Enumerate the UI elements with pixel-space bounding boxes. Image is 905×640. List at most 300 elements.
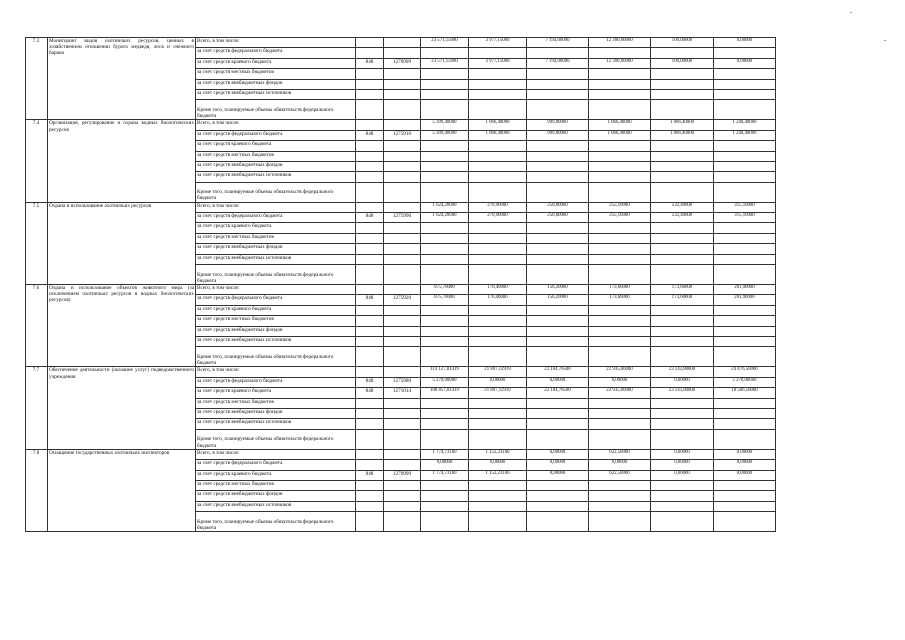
year-value-cell: 100,00000: [651, 58, 714, 68]
total-value-cell: [421, 512, 469, 532]
total-value-cell: [421, 244, 469, 254]
year-value-cell: [589, 398, 651, 408]
ministry-code: 848: [356, 470, 384, 480]
year-value-cell: [527, 244, 589, 254]
year-value-cell: [714, 419, 776, 429]
year-value-cell: 1 152,23100: [469, 470, 527, 480]
year-value-cell: [714, 501, 776, 511]
ministry-code: 848: [356, 388, 384, 398]
year-value-cell: [589, 89, 651, 99]
ministry-code: [356, 69, 384, 79]
year-value-cell: 201,90000: [714, 285, 776, 295]
budget-code: [384, 79, 421, 89]
total-value-cell: [421, 419, 469, 429]
year-value-cell: [589, 141, 651, 151]
funding-source-label: за счет средств краевого бюджета: [196, 470, 356, 480]
scan-speck: [850, 12, 852, 13]
year-value-cell: [469, 89, 527, 99]
year-value-cell: 622,50000: [589, 470, 651, 480]
year-value-cell: [651, 398, 714, 408]
budget-code: [384, 449, 421, 459]
funding-source-label: за счет средств внебюджетных источников: [196, 89, 356, 99]
funding-source-label: за счет средств краевого бюджета: [196, 223, 356, 233]
year-value-cell: 22 935,60000: [589, 367, 651, 377]
section-description: Охрана и использование охотничьих ресурсов: [48, 202, 196, 284]
total-value-cell: [421, 233, 469, 243]
year-value-cell: 0,00000: [651, 460, 714, 470]
budget-table: [25, 37, 838, 532]
section-description: Организация, регулирование и охрана водных биологических ресурсов: [48, 120, 196, 202]
year-value-cell: [469, 48, 527, 58]
year-value-cell: [714, 223, 776, 233]
ministry-code: [356, 408, 384, 418]
total-value-cell: [421, 501, 469, 511]
year-value-cell: 18 566,50000: [714, 388, 776, 398]
year-value-cell: 250,80000: [527, 202, 589, 212]
budget-code: [384, 69, 421, 79]
budget-code: [384, 336, 421, 346]
budget-code: [384, 419, 421, 429]
year-value-cell: [714, 316, 776, 326]
ministry-code: [356, 449, 384, 459]
year-value-cell: 0,00000: [469, 460, 527, 470]
ministry-code: [356, 367, 384, 377]
year-value-cell: 0,00000: [714, 449, 776, 459]
year-value-cell: 173,60000: [589, 285, 651, 295]
total-value-cell: [421, 491, 469, 501]
year-value-cell: 0,00000: [714, 38, 776, 48]
year-value-cell: 270,90000: [469, 202, 527, 212]
year-value-cell: [589, 100, 651, 120]
total-value-cell: 0,00000: [421, 460, 469, 470]
year-value-cell: [527, 79, 589, 89]
ministry-code: 848: [356, 377, 384, 387]
ministry-code: [356, 480, 384, 490]
total-value-cell: [421, 480, 469, 490]
year-value-cell: 0,00000: [527, 460, 589, 470]
year-value-cell: [589, 316, 651, 326]
funding-source-label: Кроме того, планируемые объемы обязательств федерального бюджета: [196, 429, 356, 449]
year-value-cell: [714, 491, 776, 501]
year-value-cell: [714, 265, 776, 285]
budget-code: 1271014: [384, 388, 421, 398]
funding-source-label: за счет средств местных бюджетов: [196, 151, 356, 161]
budget-code: [384, 501, 421, 511]
funding-source-label: за счет средств краевого бюджета: [196, 305, 356, 315]
year-value-cell: [651, 100, 714, 120]
funding-source-label: Всего, в том числе:: [196, 367, 356, 377]
year-value-cell: [589, 512, 651, 532]
budget-code: [384, 326, 421, 336]
funding-source-label: за счет средств местных бюджетов: [196, 69, 356, 79]
year-value-cell: [527, 316, 589, 326]
year-value-cell: 7 194,00000: [527, 38, 589, 48]
year-value-cell: [527, 419, 589, 429]
year-value-cell: [714, 326, 776, 336]
budget-code: [384, 265, 421, 285]
year-value-cell: 255,10000: [589, 213, 651, 223]
year-value-cell: [651, 69, 714, 79]
budget-code: [384, 89, 421, 99]
year-value-cell: 156,20000: [527, 295, 589, 305]
year-value-cell: [527, 265, 589, 285]
year-value-cell: [651, 429, 714, 449]
ministry-code: [356, 305, 384, 315]
year-value-cell: [527, 305, 589, 315]
funding-source-label: за счет средств федерального бюджета: [196, 377, 356, 387]
year-value-cell: [714, 480, 776, 490]
section-number: 7.7: [26, 367, 48, 449]
table-row: [26, 120, 838, 130]
total-value-cell: 875,70000: [421, 285, 469, 295]
budget-code: [384, 512, 421, 532]
year-value-cell: [469, 398, 527, 408]
year-value-cell: [589, 408, 651, 418]
budget-code: [384, 161, 421, 171]
funding-source-label: Кроме того, планируемые объемы обязательств федерального бюджета: [196, 100, 356, 120]
funding-source-label: за счет средств внебюджетных источников: [196, 172, 356, 182]
ministry-code: [356, 460, 384, 470]
year-value-cell: [714, 172, 776, 182]
budget-code: [384, 347, 421, 367]
funding-source-label: за счет средств внебюджетных источников: [196, 336, 356, 346]
year-value-cell: [469, 182, 527, 202]
year-value-cell: [714, 305, 776, 315]
year-value-cell: [527, 182, 589, 202]
section-description: Оснащение государственных охотничьих инспекторов: [48, 449, 196, 531]
year-value-cell: 21 807,12919: [469, 367, 527, 377]
year-value-cell: [527, 254, 589, 264]
year-value-cell: [469, 336, 527, 346]
year-value-cell: 173,60000: [651, 285, 714, 295]
year-value-cell: [469, 491, 527, 501]
funding-source-label: Всего, в том числе:: [196, 120, 356, 130]
year-value-cell: [651, 480, 714, 490]
year-value-cell: 1 066,40000: [651, 120, 714, 130]
year-value-cell: [469, 161, 527, 171]
total-value-cell: [421, 89, 469, 99]
budget-code: [384, 429, 421, 449]
budget-code: 1275990: [384, 213, 421, 223]
year-value-cell: 22 104,76500: [527, 388, 589, 398]
year-value-cell: 0,00000: [651, 377, 714, 387]
total-value-cell: 114 127,81419: [421, 367, 469, 377]
year-value-cell: [651, 233, 714, 243]
ministry-code: [356, 398, 384, 408]
year-value-cell: 22 104,76500: [527, 367, 589, 377]
year-value-cell: 532,40000: [651, 202, 714, 212]
total-value-cell: 1 624,20000: [421, 202, 469, 212]
budget-code: [384, 305, 421, 315]
section-number: 7.6: [26, 285, 48, 367]
funding-source-label: за счет средств внебюджетных фондов: [196, 244, 356, 254]
year-value-cell: [469, 69, 527, 79]
total-value-cell: [421, 254, 469, 264]
table-row: [26, 285, 838, 295]
budget-code: [384, 367, 421, 377]
total-value-cell: 5 399,40000: [421, 130, 469, 140]
budget-code: 1275910: [384, 130, 421, 140]
funding-source-label: за счет средств краевого бюджета: [196, 141, 356, 151]
year-value-cell: 156,20000: [527, 285, 589, 295]
total-value-cell: [421, 326, 469, 336]
year-value-cell: [527, 480, 589, 490]
year-value-cell: [714, 347, 776, 367]
year-value-cell: [527, 100, 589, 120]
funding-source-label: Всего, в том числе:: [196, 38, 356, 48]
year-value-cell: [589, 69, 651, 79]
year-value-cell: [714, 69, 776, 79]
ministry-code: [356, 202, 384, 212]
funding-source-label: Всего, в том числе:: [196, 449, 356, 459]
funding-source-label: за счет средств внебюджетных фондов: [196, 408, 356, 418]
year-value-cell: 1 152,23100: [469, 449, 527, 459]
ministry-code: [356, 172, 384, 182]
year-value-cell: [714, 100, 776, 120]
budget-code: [384, 491, 421, 501]
ministry-code: [356, 347, 384, 367]
funding-source-label: за счет средств местных бюджетов: [196, 398, 356, 408]
year-value-cell: [651, 305, 714, 315]
year-value-cell: [714, 233, 776, 243]
year-value-cell: 0,00000: [527, 470, 589, 480]
total-value-cell: [421, 100, 469, 120]
ministry-code: 848: [356, 58, 384, 68]
ministry-code: [356, 141, 384, 151]
ministry-code: [356, 48, 384, 58]
ministry-code: [356, 336, 384, 346]
year-value-cell: 100,00000: [651, 38, 714, 48]
year-value-cell: [651, 347, 714, 367]
ministry-code: [356, 223, 384, 233]
year-value-cell: [469, 141, 527, 151]
year-value-cell: [469, 223, 527, 233]
section-number: 7.3: [26, 38, 48, 120]
year-value-cell: 270,90000: [469, 213, 527, 223]
year-value-cell: [469, 305, 527, 315]
section-description: Обеспечение деятельности (оказание услуг) подведомственного учреждения: [48, 367, 196, 449]
funding-source-label: Всего, в том числе:: [196, 202, 356, 212]
year-value-cell: 0,00000: [651, 449, 714, 459]
total-value-cell: [421, 223, 469, 233]
section-description: Охрана и использование объектов животного мира (за исключением охотничьих ресурсов и водных биологических ресурсов): [48, 285, 196, 367]
year-value-cell: [714, 336, 776, 346]
year-value-cell: 0,00000: [714, 58, 776, 68]
section-number: 7.4: [26, 120, 48, 202]
budget-code: [384, 244, 421, 254]
ministry-code: 848: [356, 130, 384, 140]
year-value-cell: [469, 512, 527, 532]
ministry-code: [356, 120, 384, 130]
total-value-cell: 5 399,40000: [421, 120, 469, 130]
year-value-cell: 201,90000: [714, 295, 776, 305]
year-value-cell: [714, 89, 776, 99]
ministry-code: [356, 501, 384, 511]
ministry-code: 848: [356, 213, 384, 223]
funding-source-label: за счет средств федерального бюджета: [196, 130, 356, 140]
year-value-cell: 315,10000: [714, 213, 776, 223]
funding-source-label: за счет средств федерального бюджета: [196, 48, 356, 58]
year-value-cell: 3 977,15000: [469, 58, 527, 68]
year-value-cell: 1 066,40000: [469, 130, 527, 140]
total-value-cell: [421, 69, 469, 79]
year-value-cell: [589, 233, 651, 243]
year-value-cell: [589, 161, 651, 171]
total-value-cell: [421, 305, 469, 315]
year-value-cell: [527, 326, 589, 336]
year-value-cell: [469, 265, 527, 285]
year-value-cell: [469, 347, 527, 367]
budget-code: [384, 408, 421, 418]
budget-code: 1270999: [384, 58, 421, 68]
ministry-code: [356, 285, 384, 295]
funding-source-label: за счет средств местных бюджетов: [196, 233, 356, 243]
year-value-cell: [651, 172, 714, 182]
year-value-cell: [469, 244, 527, 254]
year-value-cell: 3 977,15000: [469, 38, 527, 48]
year-value-cell: 0,00000: [469, 377, 527, 387]
year-value-cell: [714, 512, 776, 532]
year-value-cell: [527, 398, 589, 408]
year-value-cell: [651, 182, 714, 202]
year-value-cell: [714, 408, 776, 418]
total-value-cell: [421, 161, 469, 171]
funding-source-label: за счет средств федерального бюджета: [196, 295, 356, 305]
year-value-cell: [714, 161, 776, 171]
year-value-cell: [469, 151, 527, 161]
year-value-cell: 1 066,40000: [469, 120, 527, 130]
budget-code: [384, 233, 421, 243]
ministry-code: [356, 244, 384, 254]
year-value-cell: [651, 244, 714, 254]
year-value-cell: [714, 182, 776, 202]
year-value-cell: [527, 172, 589, 182]
year-value-cell: [589, 326, 651, 336]
ministry-code: [356, 265, 384, 285]
year-value-cell: [589, 419, 651, 429]
year-value-cell: [527, 501, 589, 511]
year-value-cell: [651, 336, 714, 346]
budget-code: [384, 254, 421, 264]
funding-source-label: за счет средств внебюджетных фондов: [196, 79, 356, 89]
year-value-cell: [589, 182, 651, 202]
year-value-cell: [714, 254, 776, 264]
year-value-cell: [527, 233, 589, 243]
total-value-cell: [421, 429, 469, 449]
total-value-cell: [421, 398, 469, 408]
year-value-cell: [589, 172, 651, 182]
ministry-code: [356, 512, 384, 532]
year-value-cell: [527, 89, 589, 99]
table-row: [26, 449, 838, 459]
year-value-cell: [527, 336, 589, 346]
year-value-cell: [589, 336, 651, 346]
budget-code: [384, 172, 421, 182]
total-value-cell: [421, 265, 469, 285]
total-value-cell: 1 774,73100: [421, 470, 469, 480]
funding-source-label: за счет средств краевого бюджета: [196, 388, 356, 398]
budget-code: 1270999: [384, 470, 421, 480]
year-value-cell: [527, 161, 589, 171]
year-value-cell: [714, 79, 776, 89]
year-value-cell: 21 807,12919: [469, 388, 527, 398]
year-value-cell: [469, 326, 527, 336]
budget-table-page: [25, 37, 838, 532]
ministry-code: [356, 233, 384, 243]
year-value-cell: [651, 408, 714, 418]
year-value-cell: 315,10000: [714, 202, 776, 212]
year-value-cell: [527, 69, 589, 79]
budget-code: [384, 285, 421, 295]
budget-code: [384, 141, 421, 151]
section-description: Мониторинг видов охотничьих ресурсов, ценных в хозяйственном отношении бурого медведя, лося и снежного барана: [48, 38, 196, 120]
ministry-code: [356, 326, 384, 336]
year-value-cell: 0,00000: [714, 460, 776, 470]
funding-source-label: Кроме того, планируемые объемы обязательств федерального бюджета: [196, 265, 356, 285]
year-value-cell: [651, 326, 714, 336]
year-value-cell: 7 194,00000: [527, 58, 589, 68]
funding-source-label: за счет средств федерального бюджета: [196, 213, 356, 223]
year-value-cell: 1 240,40000: [714, 120, 776, 130]
year-value-cell: [589, 223, 651, 233]
total-value-cell: [421, 48, 469, 58]
year-value-cell: [527, 408, 589, 418]
year-value-cell: 12 300,00000: [589, 38, 651, 48]
year-value-cell: [714, 244, 776, 254]
total-value-cell: [421, 79, 469, 89]
ministry-code: [356, 161, 384, 171]
total-value-cell: 23 571,15000: [421, 38, 469, 48]
year-value-cell: 12 300,00000: [589, 58, 651, 68]
table-row: [26, 367, 838, 377]
table-row: [26, 38, 838, 48]
funding-source-label: за счет средств внебюджетных источников: [196, 254, 356, 264]
total-value-cell: [421, 172, 469, 182]
ministry-code: [356, 151, 384, 161]
budget-code: [384, 398, 421, 408]
year-value-cell: [651, 79, 714, 89]
year-value-cell: 0,00000: [527, 449, 589, 459]
budget-code: [384, 202, 421, 212]
ministry-code: [356, 182, 384, 202]
year-value-cell: [469, 172, 527, 182]
year-value-cell: [589, 501, 651, 511]
funding-source-label: за счет средств внебюджетных фондов: [196, 491, 356, 501]
year-value-cell: [527, 347, 589, 367]
funding-source-label: Кроме того, планируемые объемы обязательств федерального бюджета: [196, 347, 356, 367]
year-value-cell: [589, 265, 651, 285]
year-value-cell: 170,40000: [469, 285, 527, 295]
year-value-cell: [714, 48, 776, 58]
year-value-cell: 999,80000: [527, 120, 589, 130]
year-value-cell: 0,00000: [714, 470, 776, 480]
year-value-cell: [527, 48, 589, 58]
year-value-cell: [469, 429, 527, 449]
year-value-cell: [651, 254, 714, 264]
budget-code: [384, 480, 421, 490]
funding-source-label: за счет средств федерального бюджета: [196, 460, 356, 470]
year-value-cell: 1 066,40000: [589, 130, 651, 140]
year-value-cell: 23 143,80000: [651, 367, 714, 377]
year-value-cell: 0,00000: [589, 460, 651, 470]
ministry-code: [356, 89, 384, 99]
funding-source-label: за счет средств местных бюджетов: [196, 316, 356, 326]
section-number: 7.5: [26, 202, 48, 284]
scan-speck: [884, 40, 886, 41]
year-value-cell: [527, 141, 589, 151]
year-value-cell: [651, 419, 714, 429]
total-value-cell: [421, 141, 469, 151]
